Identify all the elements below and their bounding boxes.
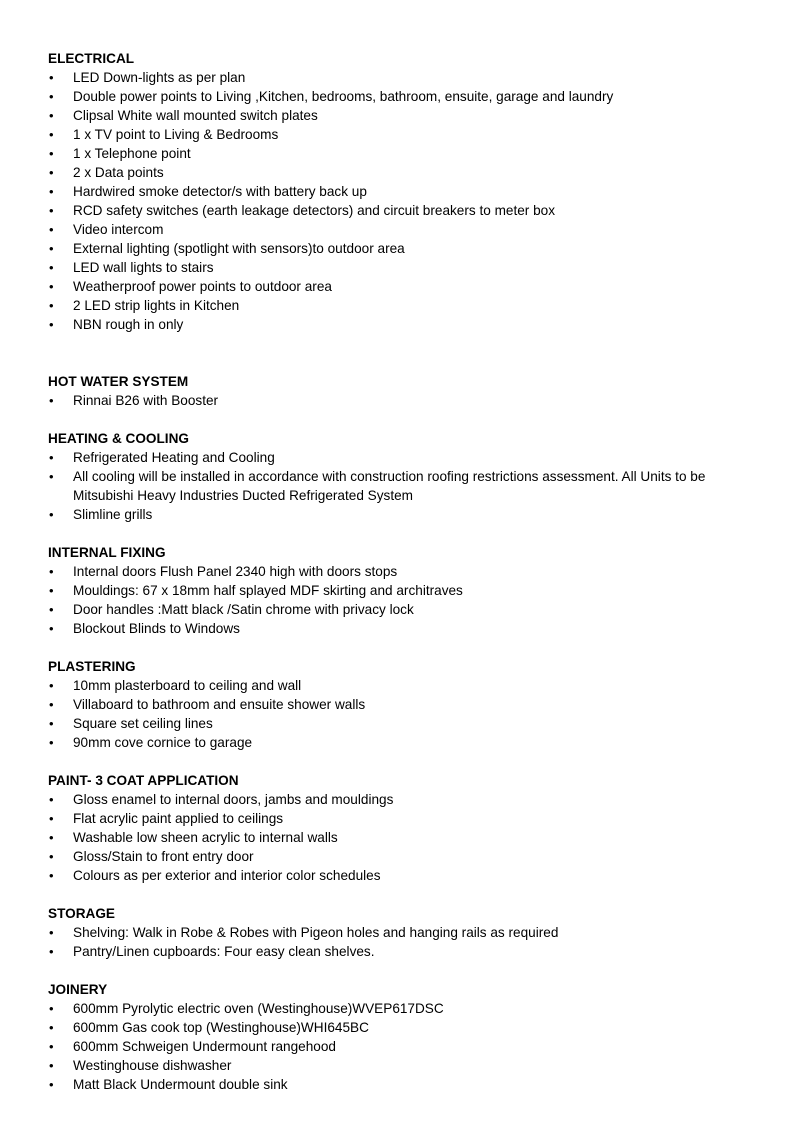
list-item-text: Refrigerated Heating and Cooling [73,450,275,465]
bullet-icon: • [49,944,54,959]
section-heading: PAINT- 3 COAT APPLICATION [48,773,239,788]
list-item [48,714,768,733]
list-item [48,942,768,961]
list-item-text: Weatherproof power points to outdoor area [73,279,332,294]
bullet-icon: • [49,1039,54,1054]
list-item-text: 600mm Pyrolytic electric oven (Westinghouse)WVEP617DSC [73,1001,444,1016]
list-item-text: 1 x Telephone point [73,146,191,161]
bullet-icon: • [49,279,54,294]
list-item [48,733,768,752]
list-item [48,220,768,239]
list-item [48,562,768,581]
list-item-text: Slimline grills [73,507,153,522]
section-spacer [48,410,768,429]
list-item [48,600,768,619]
list-item-text: Gloss/Stain to front entry door [73,849,254,864]
section-spacer [48,334,768,372]
list-item-text: 600mm Gas cook top (Westinghouse)WHI645BC [73,1020,369,1035]
list-item-text: Video intercom [73,222,164,237]
list-item-text: Double power points to Living ,Kitchen, bedrooms, bathroom, ensuite, garage and laundry [73,89,614,104]
section-spacer [48,524,768,543]
list-item [48,999,768,1018]
list-item [48,125,768,144]
list-item-text: Clipsal White wall mounted switch plates [73,108,318,123]
bullet-icon: • [49,165,54,180]
bullet-icon: • [49,146,54,161]
bullet-icon: • [49,450,54,465]
bullet-icon: • [49,564,54,579]
bullet-icon: • [49,621,54,636]
bullet-list [48,562,768,638]
list-item-text: 2 x Data points [73,165,164,180]
list-item [48,505,768,524]
section [48,657,768,752]
bullet-icon: • [49,830,54,845]
list-item [48,239,768,258]
bullet-list [48,391,768,410]
list-item-text: 1 x TV point to Living & Bedrooms [73,127,279,142]
list-item [48,866,768,885]
section-heading: PLASTERING [48,659,136,674]
list-item-text: Shelving: Walk in Robe & Robes with Pigeon holes and hanging rails as required [73,925,559,940]
section-heading: JOINERY [48,982,108,997]
list-item-text: Matt Black Undermount double sink [73,1077,288,1092]
section-heading: INTERNAL FIXING [48,545,166,560]
list-item-text: Villaboard to bathroom and ensuite shower walls [73,697,366,712]
list-item-text: Blockout Blinds to Windows [73,621,240,636]
bullet-icon: • [49,1058,54,1073]
list-item-text: 10mm plasterboard to ceiling and wall [73,678,302,693]
bullet-icon: • [49,925,54,940]
bullet-list [48,68,768,334]
section-heading: ELECTRICAL [48,51,135,66]
list-item-text: Westinghouse dishwasher [73,1058,232,1073]
list-item [48,1037,768,1056]
document-page [48,49,768,1094]
list-item [48,581,768,600]
list-item [48,391,768,410]
section [48,771,768,885]
bullet-icon: • [49,298,54,313]
list-item [48,1075,768,1094]
bullet-icon: • [49,1001,54,1016]
list-item-text: RCD safety switches (earth leakage detectors) and circuit breakers to meter box [73,203,556,218]
section-heading: STORAGE [48,906,115,921]
bullet-icon: • [49,735,54,750]
bullet-icon: • [49,1077,54,1092]
list-item [48,847,768,866]
bullet-list [48,999,768,1094]
bullet-list [48,790,768,885]
bullet-list [48,923,768,961]
section-spacer [48,638,768,657]
section [48,543,768,638]
list-item [48,1018,768,1037]
bullet-icon: • [49,127,54,142]
bullet-icon: • [49,469,54,484]
list-item [48,163,768,182]
list-item [48,809,768,828]
list-item-text: Colours as per exterior and interior color schedules [73,868,381,883]
section-spacer [48,961,768,980]
bullet-icon: • [49,260,54,275]
bullet-list [48,448,768,524]
bullet-icon: • [49,184,54,199]
list-item [48,315,768,334]
list-item-text: Washable low sheen acrylic to internal walls [73,830,338,845]
bullet-icon: • [49,849,54,864]
bullet-icon: • [49,868,54,883]
list-item-text: Hardwired smoke detector/s with battery back up [73,184,367,199]
bullet-icon: • [49,716,54,731]
list-item-text: External lighting (spotlight with sensors)to outdoor area [73,241,405,256]
list-item [48,828,768,847]
list-item-text: Gloss enamel to internal doors, jambs and mouldings [73,792,394,807]
list-item-text: Rinnai B26 with Booster [73,393,219,408]
section [48,980,768,1094]
bullet-icon: • [49,317,54,332]
bullet-icon: • [49,203,54,218]
list-item-text: 2 LED strip lights in Kitchen [73,298,240,313]
list-item [48,277,768,296]
list-item-text: All cooling will be installed in accordance with construction roofing restrictions assessment. All Units to be Mitsubishi Heavy Industries Ducted Refrigerated System [73,469,706,503]
list-item [48,258,768,277]
list-item-text: LED Down-lights as per plan [73,70,246,85]
bullet-icon: • [49,222,54,237]
list-item [48,676,768,695]
bullet-icon: • [49,811,54,826]
list-item [48,201,768,220]
list-item-text: Door handles :Matt black /Satin chrome with privacy lock [73,602,414,617]
list-item-text: Flat acrylic paint applied to ceilings [73,811,284,826]
bullet-icon: • [49,792,54,807]
section-spacer [48,885,768,904]
list-item [48,68,768,87]
list-item-text: 600mm Schweigen Undermount rangehood [73,1039,336,1054]
list-item [48,790,768,809]
bullet-icon: • [49,89,54,104]
section-heading: HOT WATER SYSTEM [48,374,189,389]
bullet-icon: • [49,507,54,522]
list-item [48,448,768,467]
bullet-icon: • [49,108,54,123]
list-item-text: LED wall lights to stairs [73,260,214,275]
section [48,372,768,410]
bullet-icon: • [49,393,54,408]
list-item [48,106,768,125]
bullet-icon: • [49,602,54,617]
list-item [48,923,768,942]
list-item-text: Mouldings: 67 x 18mm half splayed MDF skirting and architraves [73,583,463,598]
list-item-text: Internal doors Flush Panel 2340 high with doors stops [73,564,398,579]
list-item-text: 90mm cove cornice to garage [73,735,253,750]
section [48,904,768,961]
bullet-icon: • [49,583,54,598]
list-item-text: NBN rough in only [73,317,184,332]
bullet-icon: • [49,697,54,712]
list-item [48,296,768,315]
section [48,49,768,334]
section-spacer [48,752,768,771]
list-item-text: Square set ceiling lines [73,716,213,731]
bullet-icon: • [49,1020,54,1035]
section [48,429,768,524]
list-item [48,619,768,638]
section-heading: HEATING & COOLING [48,431,189,446]
list-item [48,87,768,106]
bullet-icon: • [49,678,54,693]
bullet-list [48,676,768,752]
list-item [48,182,768,201]
list-item [48,1056,768,1075]
bullet-icon: • [49,70,54,85]
list-item [48,467,768,505]
list-item [48,144,768,163]
list-item-text: Pantry/Linen cupboards: Four easy clean shelves. [73,944,375,959]
list-item [48,695,768,714]
bullet-icon: • [49,241,54,256]
